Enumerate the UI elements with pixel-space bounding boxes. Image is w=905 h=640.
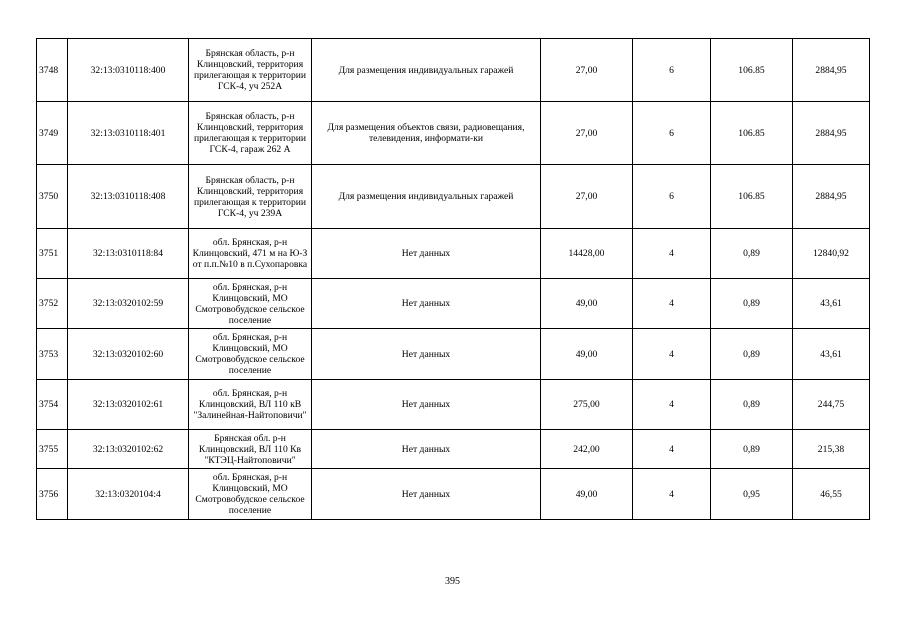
group-number: 4 xyxy=(633,380,711,430)
address: Брянская область, р-н Клинцовский, территория прилегающая к территории ГСК-4, уч 239А xyxy=(189,165,312,229)
specific-value: 106.85 xyxy=(711,165,793,229)
permitted-use: Нет данных xyxy=(312,229,541,279)
specific-value: 106.85 xyxy=(711,102,793,165)
group-number: 4 xyxy=(633,329,711,380)
table-row xyxy=(37,279,870,329)
specific-value: 106.85 xyxy=(711,39,793,102)
cadastral-value: 244,75 xyxy=(793,380,870,430)
area: 242,00 xyxy=(541,430,633,469)
permitted-use: Для размещения объектов связи, радиовещания, телевидения, информати-ки xyxy=(312,102,541,165)
row-number: 3755 xyxy=(37,430,68,469)
table-row xyxy=(37,469,870,520)
area: 49,00 xyxy=(541,329,633,380)
page-number: 395 xyxy=(445,576,460,587)
cadastral-number: 32:13:0320102:60 xyxy=(68,329,189,380)
group-number: 6 xyxy=(633,165,711,229)
group-number: 4 xyxy=(633,430,711,469)
cadastral-number: 32:13:0320102:62 xyxy=(68,430,189,469)
area: 27,00 xyxy=(541,165,633,229)
address: Брянская область, р-н Клинцовский, территория прилегающая к территории ГСК-4, гараж 262 А xyxy=(189,102,312,165)
row-number: 3754 xyxy=(37,380,68,430)
group-number: 4 xyxy=(633,469,711,520)
table-row xyxy=(37,380,870,430)
specific-value: 0,95 xyxy=(711,469,793,520)
area: 49,00 xyxy=(541,469,633,520)
cadastral-number: 32:13:0320102:59 xyxy=(68,279,189,329)
permitted-use: Нет данных xyxy=(312,279,541,329)
cadastral-value: 2884,95 xyxy=(793,165,870,229)
address: Брянская область, р-н Клинцовский, территория прилегающая к территории ГСК-4, уч 252А xyxy=(189,39,312,102)
permitted-use: Нет данных xyxy=(312,430,541,469)
area: 14428,00 xyxy=(541,229,633,279)
specific-value: 0,89 xyxy=(711,329,793,380)
cadastral-number: 32:13:0320104:4 xyxy=(68,469,189,520)
address: обл. Брянская, р-н Клинцовский, ВЛ 110 кВ "Залинейная-Найтоповичи" xyxy=(189,380,312,430)
group-number: 4 xyxy=(633,279,711,329)
cadastral-value: 215,38 xyxy=(793,430,870,469)
group-number: 6 xyxy=(633,39,711,102)
cadastral-value: 2884,95 xyxy=(793,102,870,165)
row-number: 3748 xyxy=(37,39,68,102)
land-parcel-table xyxy=(36,38,870,520)
cadastral-number: 32:13:0310118:400 xyxy=(68,39,189,102)
address: обл. Брянская, р-н Клинцовский, МО Смотровобудское сельское поселение xyxy=(189,279,312,329)
permitted-use: Для размещения индивидуальных гаражей xyxy=(312,165,541,229)
table-row xyxy=(37,165,870,229)
specific-value: 0,89 xyxy=(711,279,793,329)
group-number: 6 xyxy=(633,102,711,165)
specific-value: 0,89 xyxy=(711,430,793,469)
specific-value: 0,89 xyxy=(711,229,793,279)
cadastral-value: 2884,95 xyxy=(793,39,870,102)
cadastral-number: 32:13:0320102:61 xyxy=(68,380,189,430)
cadastral-value: 43,61 xyxy=(793,279,870,329)
group-number: 4 xyxy=(633,229,711,279)
cadastral-number: 32:13:0310118:84 xyxy=(68,229,189,279)
row-number: 3749 xyxy=(37,102,68,165)
area: 27,00 xyxy=(541,39,633,102)
permitted-use: Нет данных xyxy=(312,469,541,520)
address: обл. Брянская, р-н Клинцовский, МО Смотровобудское сельское поселение xyxy=(189,469,312,520)
permitted-use: Нет данных xyxy=(312,380,541,430)
cadastral-value: 43,61 xyxy=(793,329,870,380)
specific-value: 0,89 xyxy=(711,380,793,430)
area: 49,00 xyxy=(541,279,633,329)
area: 27,00 xyxy=(541,102,633,165)
area: 275,00 xyxy=(541,380,633,430)
row-number: 3756 xyxy=(37,469,68,520)
table-row xyxy=(37,229,870,279)
address: обл. Брянская, р-н Клинцовский, МО Смотровобудское сельское поселение xyxy=(189,329,312,380)
row-number: 3750 xyxy=(37,165,68,229)
permitted-use: Для размещения индивидуальных гаражей xyxy=(312,39,541,102)
table-row xyxy=(37,102,870,165)
cadastral-value: 46,55 xyxy=(793,469,870,520)
cadastral-number: 32:13:0310118:408 xyxy=(68,165,189,229)
table-row xyxy=(37,430,870,469)
address: Брянская обл. р-н Клинцовский, ВЛ 110 Кв "КТЭЦ-Найтоповичи" xyxy=(189,430,312,469)
row-number: 3751 xyxy=(37,229,68,279)
table-row xyxy=(37,329,870,380)
cadastral-value: 12840,92 xyxy=(793,229,870,279)
row-number: 3753 xyxy=(37,329,68,380)
permitted-use: Нет данных xyxy=(312,329,541,380)
cadastral-number: 32:13:0310118:401 xyxy=(68,102,189,165)
address: обл. Брянская, р-н Клинцовский, 471 м на Ю-З от п.п.№10 в п.Сухопаровка xyxy=(189,229,312,279)
row-number: 3752 xyxy=(37,279,68,329)
table-row xyxy=(37,39,870,102)
